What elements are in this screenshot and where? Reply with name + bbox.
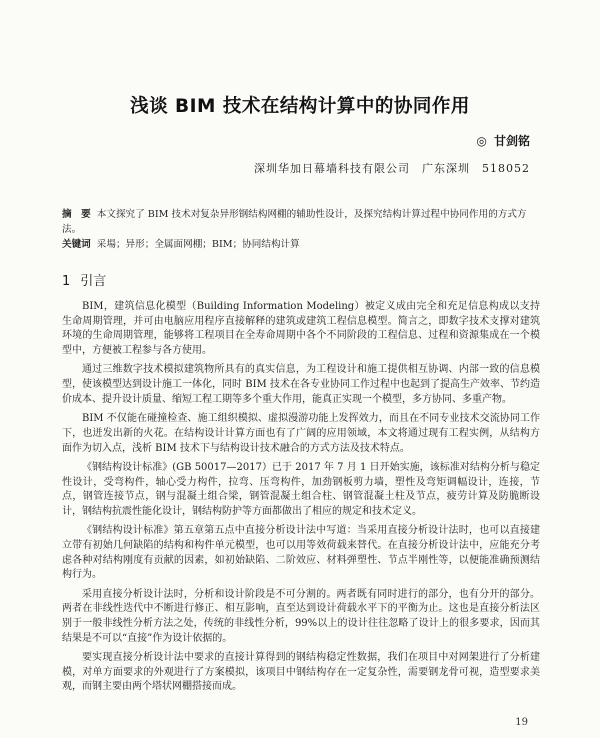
paragraph: 《钢结构设计标准》第五章第五点中直接分析设计法中写道：当采用直接分析设计法时，也可以直接建立带有初始几何缺陷的结构和构件单元模型，也可以用等效荷载来替代。在直接分析设计法中，应能充分考虑各种对结构刚度有贡献的因素，如初始缺陷、二阶效应、材料弹塑性、节点半刚性等，以便能准确预测结构行为。 (62, 525, 540, 581)
keywords-label: 关键词 (62, 239, 91, 250)
affiliation: 深圳华加日幕墙科技有限公司 广东深圳 518052 (254, 162, 530, 175)
abstract-block (62, 207, 540, 252)
abstract (62, 207, 540, 237)
paper-title: 浅谈 BIM 技术在结构计算中的协同作用 (130, 96, 470, 117)
paragraph: BIM，建筑信息化模型（Building Information Modeling）被定义成由完全和充足信息构成以支持生命周期管理，并可由电脑应用程序直接解释的建筑或建筑工程信息模型。简言之，即数字技术支撑对建筑环境的生命周期管理，能够将工程项目在全寿命周期中各个不同阶段的工程信息、过程和资源集成在一个模型中，方便被工程参与各方使用。 (62, 301, 540, 357)
keywords-text: 采場；异形；全属面网棚；BIM；协同结构计算 (96, 239, 300, 250)
paragraph: 《钢结构设计标准》(GB 50017—2017）已于 2017 年 7 月 1 日开始实施，该标准对结构分析与稳定性设计，受弯构件，轴心受力构件，拉弯、压弯构件，加劲钢板剪力墙，塑性及弯矩调幅设计，连接，节点，钢管连接节点，钢与混凝土组合梁，钢管混凝土组合柱、钢管混凝土柱及节点，疲劳计算及防脆断设计，钢结构抗震性能化设计，钢结构防护等方面都做出了相应的规定和技术定义。 (62, 461, 540, 517)
paragraph: 采用直接分析设计法时，分析和设计阶段是不可分割的。两者既有同时进行的部分，也有分开的部分。两者在非线性迭代中不断进行修正、相互影响，直至达到设计荷载水平下的平衡为止。这也是直接分析法区别于一般非线性分析方法之处，传统的非线性分析，99%以上的设计往往忽略了设计上的很多要求，因而其结果是不可以“直接”作为设计依据的。 (62, 588, 540, 644)
paragraph: 通过三维数字技术模拟建筑物所具有的真实信息，为工程设计和施工提供相互协调、内部一致的信息模型，使该模型达到设计施工一体化，同时 BIM 技术在各专业协同工作过程中也起到了提高生产效率、节约造价成本、提升设计质量、缩短工程工期等多个重大作用，能真正实现一个模型，多方协同、多重产物。 (62, 364, 540, 405)
keywords (62, 237, 540, 252)
paragraph: BIM 不仅能在碰撞检查、施工组织模拟、虚拟漫游功能上发挥效力，而且在不同专业技术交流协同工作下，也迸发出新的火花。在结构设计计算方面也有了广阔的应用领域，本文将通过现有工程实例，从结构方面作为切入点，浅析 BIM 技术下与结构设计技术融合的方式方法及技术特点。 (62, 413, 540, 454)
abstract-label: 摘 要 (62, 209, 91, 220)
section-heading (62, 270, 106, 289)
author-line (476, 132, 530, 149)
section-title: 引言 (80, 274, 107, 289)
body-text (62, 300, 540, 700)
abstract-text: 本文探究了 BIM 技术对复杂异形钢结构网棚的辅助性设计，及探究结构计算过程中协同作用的方式方法。 (62, 209, 527, 235)
author-name: 甘剑铭 (493, 134, 530, 148)
author-mark: ◎ (476, 134, 487, 148)
paragraph: 要实现直接分析设计法中要求的直接计算得到的钢结构稳定性数据，我们在项目中对网架进行了分析建模，对单方面要求的外观进行了方案模拟，该项目中钢结构存在一定复杂性，需要钢龙骨可视，造型要求美观，而钢主要由两个塔状网棚搭接而成。 (62, 652, 540, 693)
page-number: 19 (515, 717, 528, 728)
section-number: 1 (62, 274, 71, 289)
